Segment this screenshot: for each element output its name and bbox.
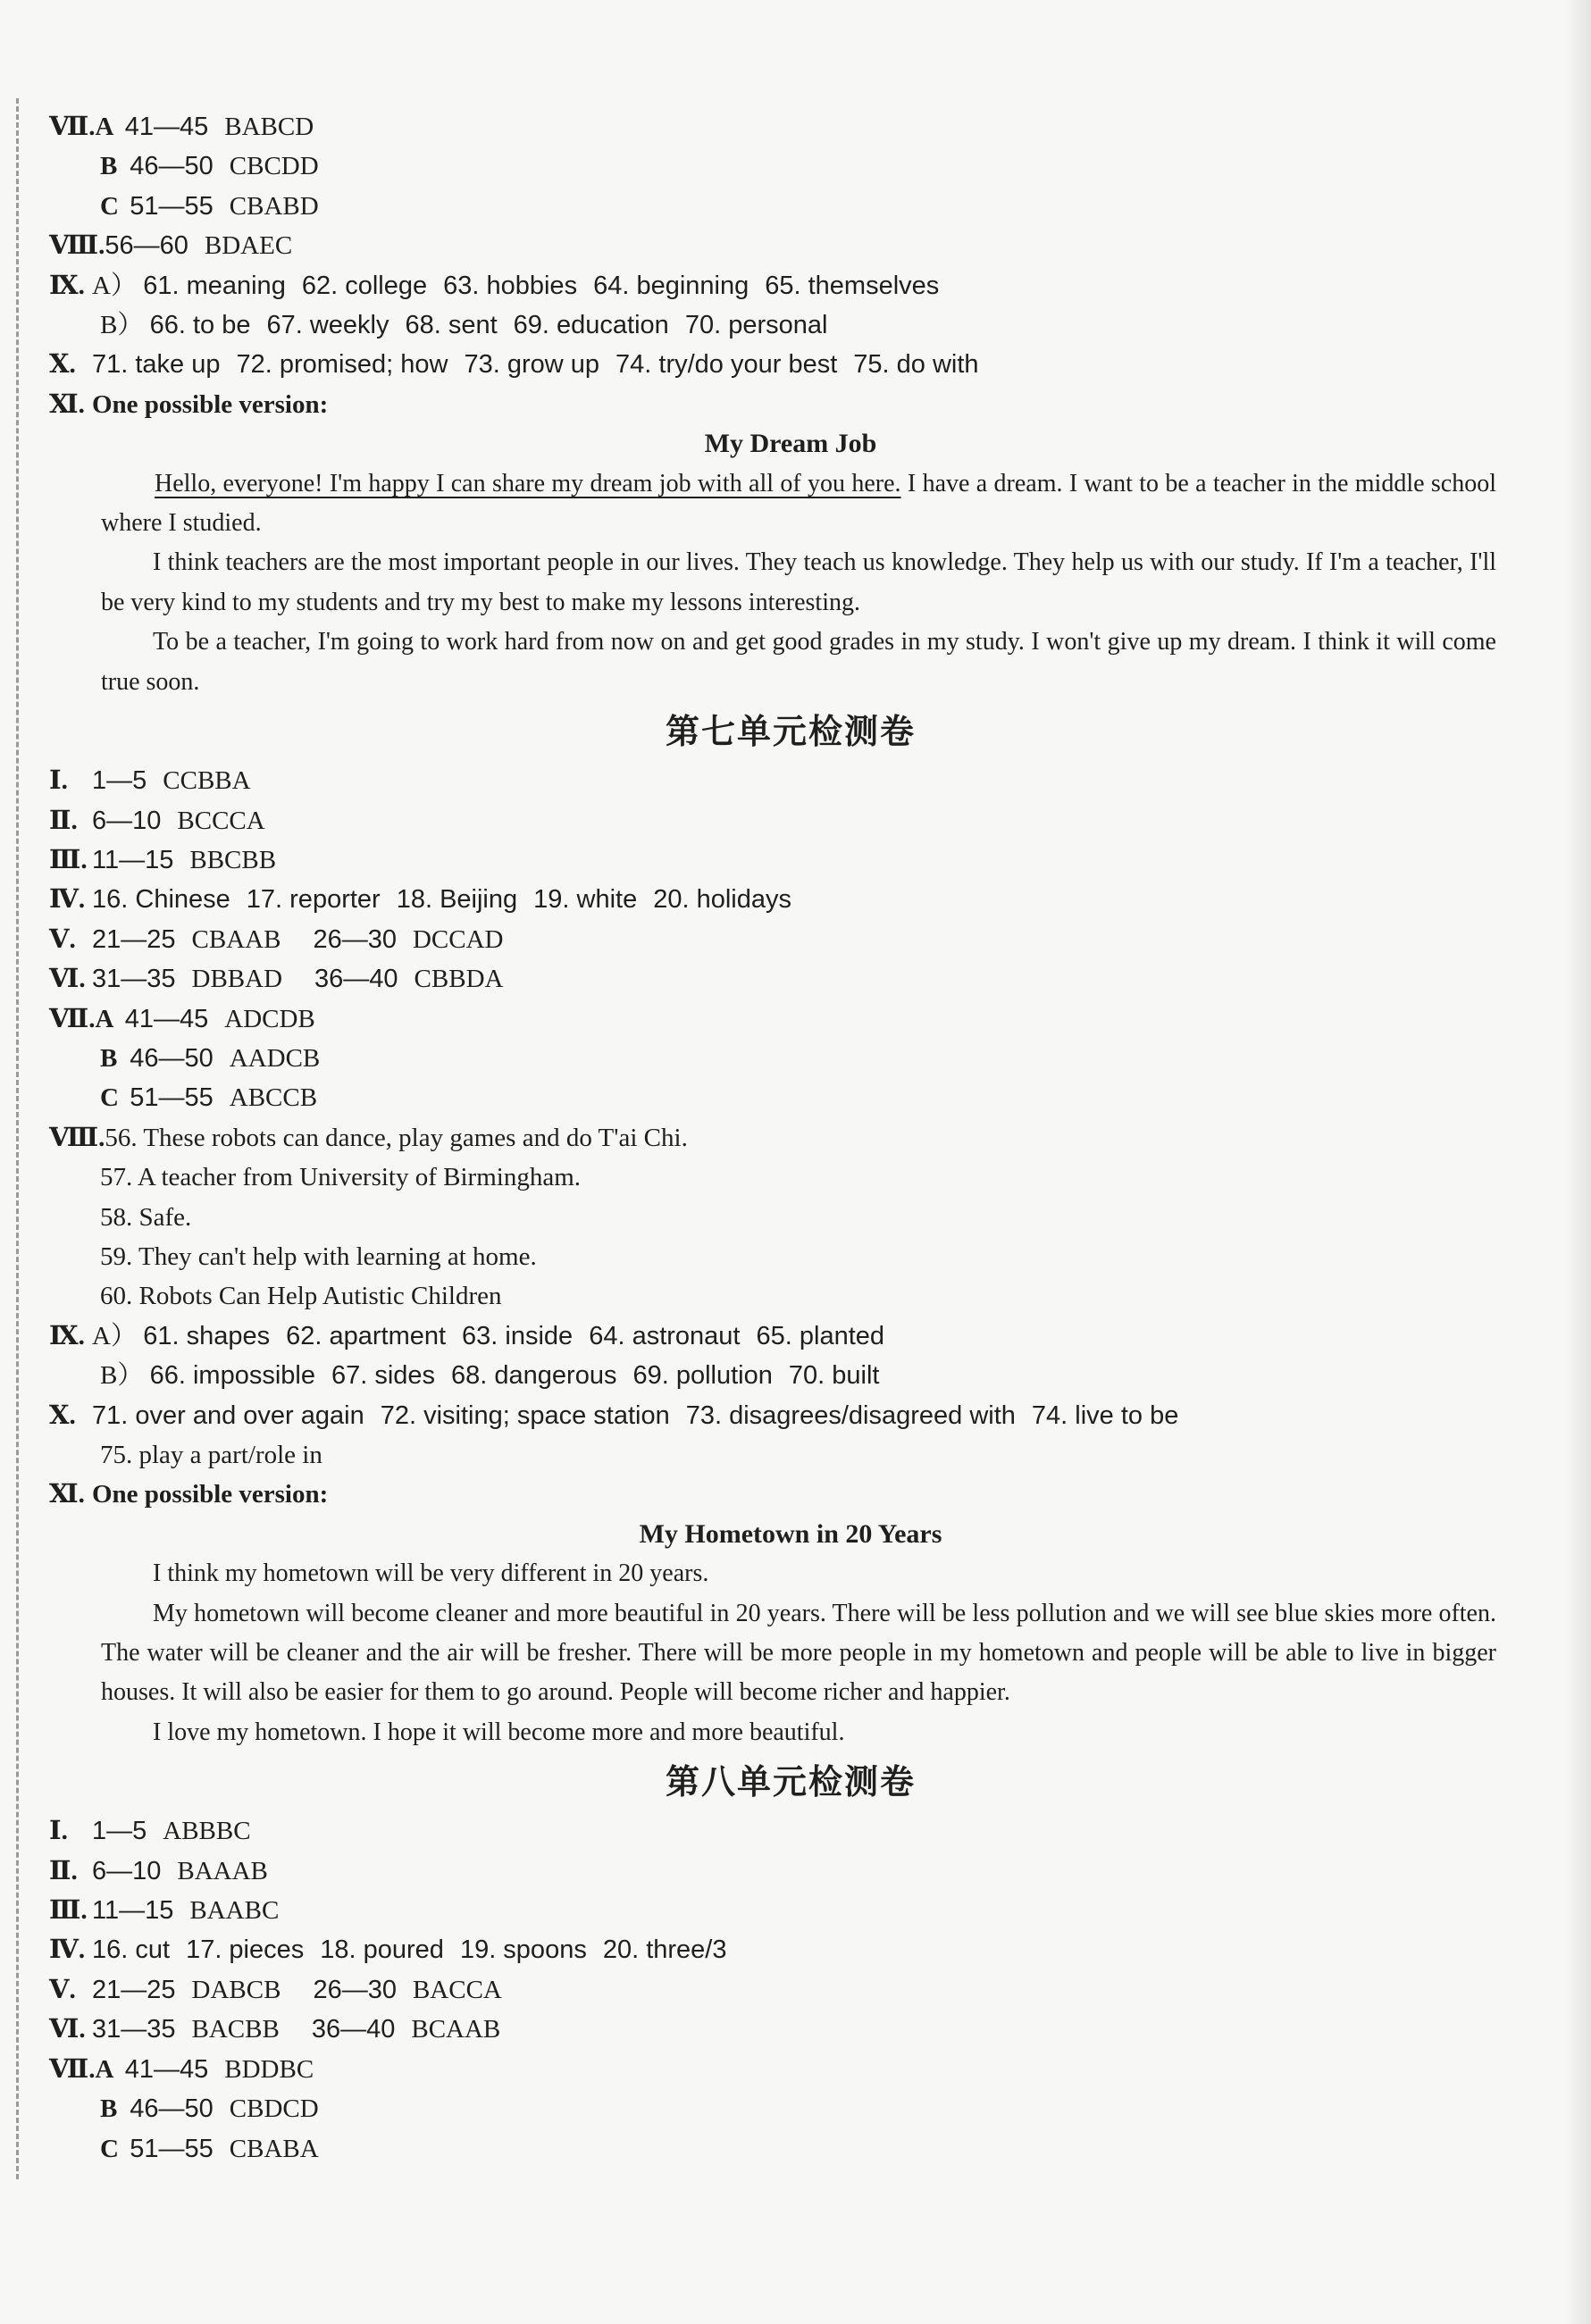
u7-section2: Ⅱ. 6—10 BCCCA (49, 806, 265, 835)
u6-essay-title: My Dream Job (704, 429, 877, 459)
u7-section3: Ⅲ. 11—15 BBCBB (49, 845, 277, 874)
content (49, 107, 1496, 2169)
u7-section7-b: B 46—50 AADCB (100, 1043, 321, 1073)
u6-section9-a: Ⅸ. A） 61. meaning 62. college 63. hobbies 64. beginning 65. themselves (49, 271, 940, 300)
u7-section9-a: Ⅸ. A） 61. shapes 62. apartment 63. inside 64. astronaut 65. planted (49, 1321, 885, 1350)
u7-essay-p3: I love my hometown. I hope it will become more and more beautiful. (153, 1718, 845, 1746)
u6-section10: Ⅹ. 71. take up 72. promised; how 73. grow up 74. try/do your best 75. do with (49, 350, 979, 380)
u8-section1: Ⅰ. 1—5 ABBBC (49, 1817, 251, 1846)
u6-section7-b: B 46—50 CBCDD (100, 152, 319, 181)
u8-section7-b: B 46—50 CBDCD (100, 2094, 319, 2124)
u8-section6: Ⅵ. 31—35 BACBB 36—40 BCAAB (49, 2015, 501, 2044)
u7-section8-item57: 57. A teacher from University of Birmingham. (100, 1163, 582, 1192)
u6-essay-p3: To be a teacher, I'm going to work hard from now on and get good grades in my study. I won't give up my dream. I think it will come true soon. (101, 628, 1496, 696)
u8-section7-a: Ⅶ.A 41—45 BDDBC (49, 2054, 314, 2084)
u7-section11: Ⅺ. One possible version: (49, 1480, 329, 1509)
u7-section9-b: B） 66. impossible 67. sides 68. dangerous 69. pollution 70. built (100, 1361, 880, 1391)
u6-section11: Ⅺ. One possible version: (49, 389, 329, 419)
u7-section8-item58: 58. Safe. (100, 1202, 192, 1232)
u8-section7-c: C 51—55 CBABA (100, 2134, 319, 2163)
u7-section7-c: C 51—55 ABCCB (100, 1083, 318, 1113)
u7-section10-item75: 75. play a part/role in (100, 1441, 322, 1469)
binding-dashed-line (16, 98, 19, 2179)
page-edge-shadow (1564, 0, 1591, 2324)
u6-essay-p2: I think teachers are the most important people in our lives. They teach us knowledge. They help us with our study. If I'm a teacher, I'll be very kind to my students and try my best to make my lessons interesting. (101, 548, 1496, 616)
u7-essay-p1: I think my hometown will be very different in 20 years. (153, 1559, 709, 1588)
u7-section10: Ⅹ. 71. over and over again 72. visiting; space station 73. disagrees/disagreed with 74. live to be (49, 1400, 1179, 1430)
u6-section7-c: C 51—55 CBABD (100, 191, 319, 221)
u8-section4: Ⅳ. 16. cut 17. pieces 18. poured 19. spoons 20. three/3 (49, 1935, 727, 1965)
u7-section6: Ⅵ. 31—35 DBBAD 36—40 CBBDA (49, 965, 504, 994)
u7-section8-item56: Ⅷ.56. These robots can dance, play games and do T'ai Chi. (49, 1123, 688, 1152)
u7-section8-item60: 60. Robots Can Help Autistic Children (100, 1282, 502, 1311)
u8-section3: Ⅲ. 11—15 BAABC (49, 1896, 280, 1926)
u6-section7-a: Ⅶ.A 41—45 BABCD (49, 113, 314, 141)
u6-section8: Ⅷ.56—60 BDAEC (49, 231, 293, 261)
u7-essay-p2: My hometown will become cleaner and more beautiful in 20 years. There will be less pollution and we will see blue skies more often. The water will be cleaner and the air will be fresher. There will be more people in my hometown and people will be able to live in bigger houses. It will also be easier for them to go around. People will become richer and happier. (101, 1599, 1496, 1707)
u6-section9-b: B） 66. to be 67. weekly 68. sent 69. education 70. personal (100, 311, 828, 340)
u7-section4: Ⅳ. 16. Chinese 17. reporter 18. Beijing 19. white 20. holidays (49, 885, 791, 915)
u8-section5: Ⅴ. 21—25 DABCB 26—30 BACCA (49, 1975, 502, 2004)
u7-essay-title: My Hometown in 20 Years (639, 1518, 942, 1549)
u6-essay-p1: Hello, everyone! I'm happy I can share my dream job with all of you here. I have a dream. I want to be a teacher in the middle school where I studied. (101, 469, 1496, 538)
u7-section1: Ⅰ. 1—5 CCBBA (49, 766, 251, 796)
u7-section8-item59: 59. They can't help with learning at home. (100, 1241, 537, 1271)
unit7-title: 第七单元检测卷 (665, 712, 916, 752)
u8-section2: Ⅱ. 6—10 BAAAB (49, 1856, 268, 1885)
u7-section5: Ⅴ. 21—25 CBAAB 26—30 DCCAD (49, 924, 504, 954)
u7-section7-a: Ⅶ.A 41—45 ADCDB (49, 1004, 315, 1033)
unit8-title: 第八单元检测卷 (665, 1762, 916, 1802)
